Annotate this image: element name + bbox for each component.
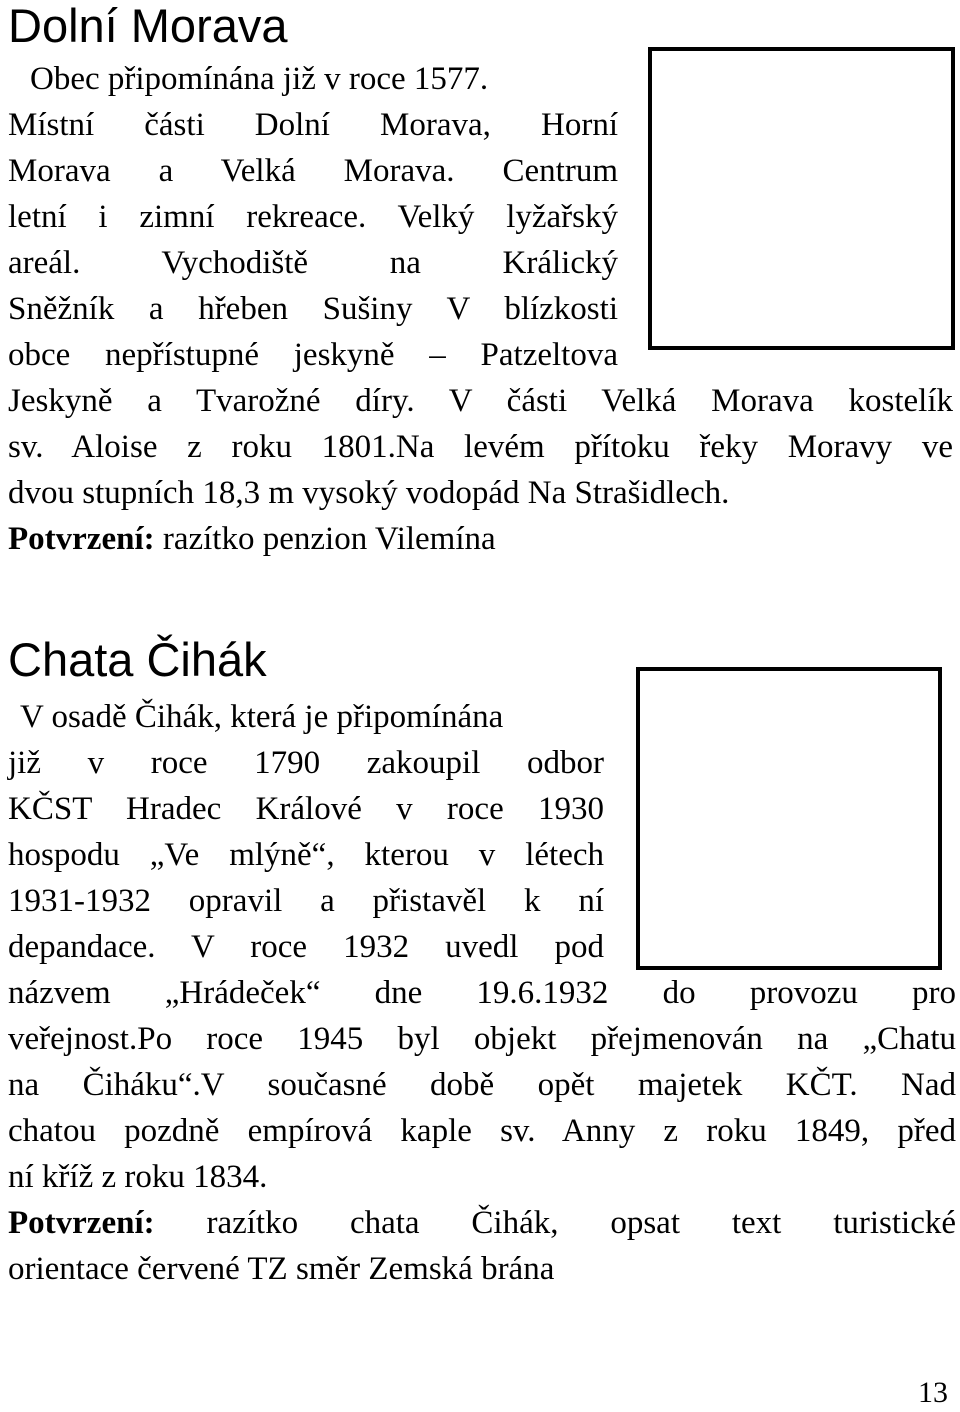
paragraph-line: depandace. V roce 1932 uvedl pod bbox=[8, 929, 604, 965]
paragraph-line: hospodu „Ve mlýně“, kterou v létech bbox=[8, 837, 604, 873]
section-title-chata-cihak: Chata Čihák bbox=[8, 633, 267, 686]
paragraph-line: chatou pozdně empírová kaple sv. Anny z roku 1849, před bbox=[8, 1113, 956, 1149]
paragraph-line: veřejnost.Po roce 1945 byl objekt přejmenován na „Chatu bbox=[8, 1021, 956, 1057]
paragraph-line: již v roce 1790 zakoupil odbor bbox=[8, 745, 604, 781]
paragraph-line: sv. Aloise z roku 1801.Na levém přítoku řeky Moravy ve bbox=[8, 429, 953, 465]
paragraph-line: na Čiháku“.V současné době opět majetek KČT. Nad bbox=[8, 1067, 956, 1103]
confirmation-line bbox=[8, 516, 496, 562]
confirmation-text: razítko penzion Vilemína bbox=[154, 521, 496, 557]
paragraph-line: ní kříž z roku 1834. bbox=[8, 1159, 268, 1195]
confirmation-line bbox=[8, 1200, 956, 1246]
paragraph-line: areál. Vychodiště na Králický bbox=[8, 245, 618, 281]
paragraph-line: obce nepřístupné jeskyně – Patzeltova bbox=[8, 337, 618, 373]
paragraph-line: Obec připomínána již v roce 1577. bbox=[30, 61, 489, 97]
paragraph-line: V osadě Čihák, která je připomínána bbox=[20, 699, 504, 735]
paragraph-line: Místní části Dolní Morava, Horní bbox=[8, 107, 618, 143]
confirmation-label: Potvrzení: bbox=[8, 1205, 155, 1241]
section-title-dolni-morava: Dolní Morava bbox=[8, 0, 288, 52]
paragraph-line: dvou stupních 18,3 m vysoký vodopád Na Strašidlech. bbox=[8, 475, 730, 511]
stamp-box bbox=[636, 667, 942, 970]
paragraph-line: 1931-1932 opravil a přistavěl k ní bbox=[8, 883, 604, 919]
confirmation-line-continued: orientace červené TZ směr Zemská brána bbox=[8, 1251, 555, 1287]
confirmation-label: Potvrzení: bbox=[8, 521, 155, 557]
confirmation-text: razítko chata Čihák, opsat text turistické bbox=[154, 1205, 956, 1241]
paragraph-line: Sněžník a hřeben Sušiny V blízkosti bbox=[8, 291, 618, 327]
paragraph-line: Morava a Velká Morava. Centrum bbox=[8, 153, 618, 189]
paragraph-line: letní i zimní rekreace. Velký lyžařský bbox=[8, 199, 618, 235]
page-number: 13 bbox=[918, 1376, 948, 1409]
paragraph-line: KČST Hradec Králové v roce 1930 bbox=[8, 791, 604, 827]
stamp-box bbox=[648, 47, 955, 350]
paragraph-line: názvem „Hrádeček“ dne 19.6.1932 do provozu pro bbox=[8, 975, 956, 1011]
paragraph-line: Jeskyně a Tvarožné díry. V části Velká Morava kostelík bbox=[8, 383, 953, 419]
